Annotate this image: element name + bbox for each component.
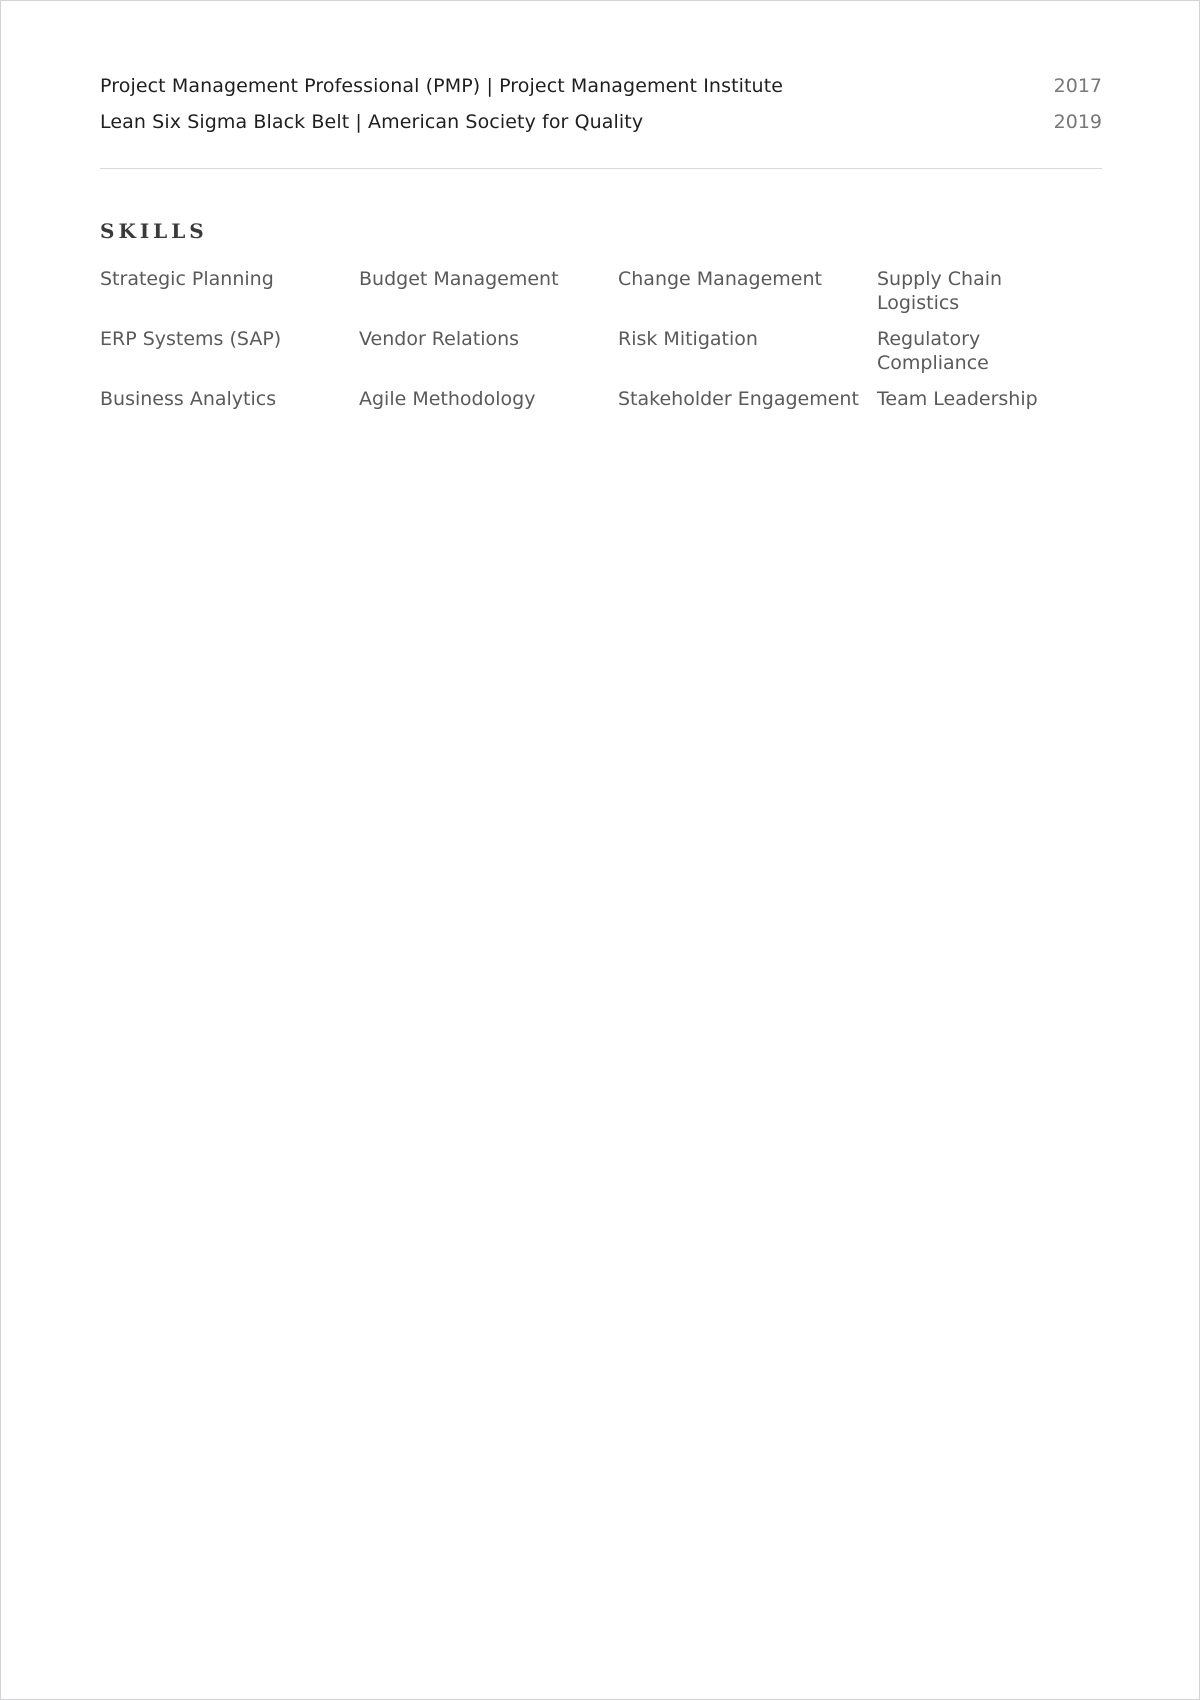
skill-item: Team Leadership <box>877 388 1038 410</box>
skill-item: Vendor Relations <box>359 328 520 350</box>
certification-title: Project Management Professional (PMP) | Project Management Institute <box>100 75 784 97</box>
skill-item: Regulatory Compliance <box>877 328 989 374</box>
skill-item: Business Analytics <box>100 388 277 410</box>
skill-item: Change Management <box>618 268 822 290</box>
certifications-list <box>100 75 1102 147</box>
skill-item: ERP Systems (SAP) <box>100 328 282 350</box>
skill-item: Agile Methodology <box>359 388 536 410</box>
certification-item <box>100 75 1102 111</box>
skills-heading: SKILLS <box>100 219 208 243</box>
skill-item: Budget Management <box>359 268 559 290</box>
skill-item: Supply Chain Logistics <box>877 268 1003 314</box>
skill-item: Strategic Planning <box>100 268 274 290</box>
skill-item: Risk Mitigation <box>618 328 758 350</box>
certification-title: Lean Six Sigma Black Belt | American Society for Quality <box>100 111 644 133</box>
certification-item <box>100 111 1102 147</box>
skill-item: Stakeholder Engagement <box>618 388 859 410</box>
certification-year: 2019 <box>1053 111 1102 133</box>
section-divider <box>100 168 1102 169</box>
resume-content <box>100 75 1102 411</box>
skills-grid <box>100 267 1102 411</box>
certification-year: 2017 <box>1053 75 1102 97</box>
